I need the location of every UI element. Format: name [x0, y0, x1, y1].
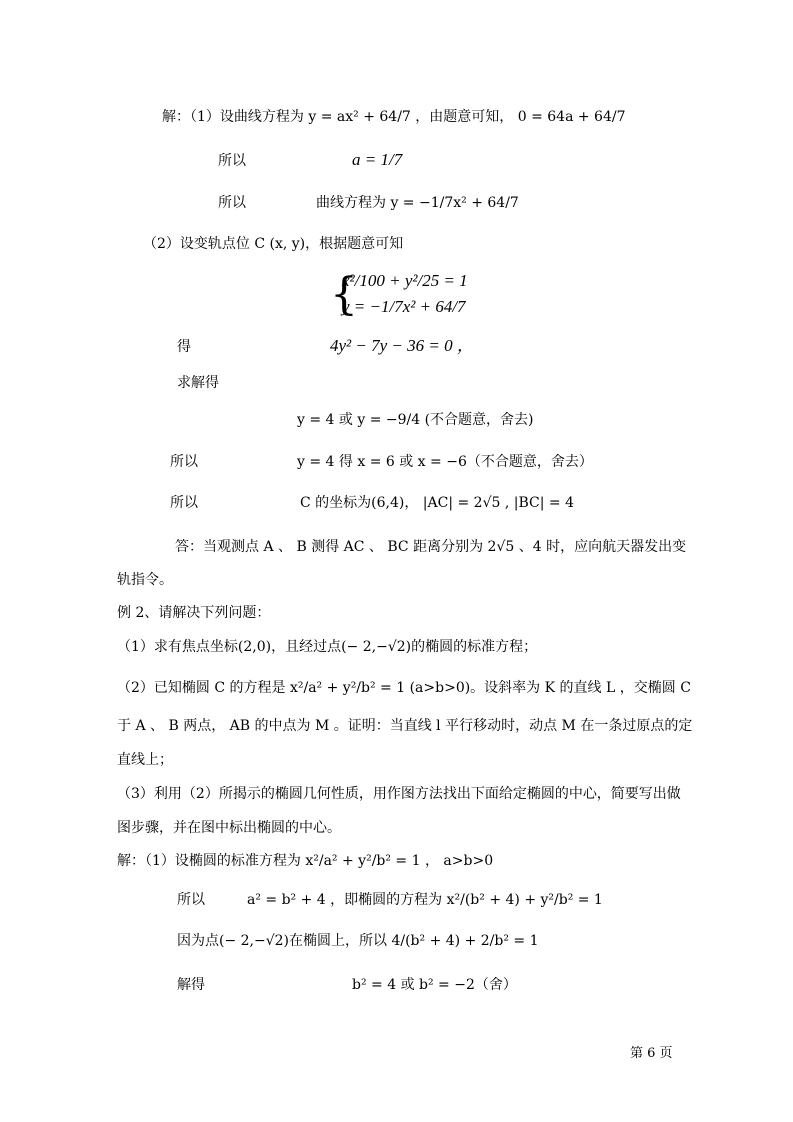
- question-3-line-2: 图步骤，并在图中标出椭圆的中心。: [117, 820, 341, 836]
- brace: {: [330, 269, 358, 320]
- equation-system: [330, 271, 510, 321]
- solution-2-formula: a² = b² + 4 ，即椭圆的方程为 x²/(b² + 4) + y²/b² = 1: [247, 892, 603, 908]
- question-1: （1）求有焦点坐标(2,0)，且经过点(− 2,−√2)的椭圆的标准方程；: [117, 639, 538, 655]
- solution-1: 解：（1）设椭圆的标准方程为 x²/a² + y²/b² = 1 ， a>b>0: [117, 853, 494, 869]
- line-2-label: 所以: [218, 153, 246, 169]
- question-2-line-3: 直线上；: [117, 752, 173, 768]
- solution-4-formula: b² = 4 或 b² = −2（舍）: [352, 977, 517, 993]
- question-2-line-1: （2）已知椭圆 C 的方程是 x²/a² + y²/b² = 1 (a>b>0)。设斜率为 K 的直线 L ，交椭圆 C: [117, 680, 691, 696]
- line-10: 答：当观测点 A 、 B 测得 AC 、 BC 距离分别为 2√5 、4 时，应向航天器发出变: [175, 539, 687, 555]
- line-4: （2）设变轨点位 C (x, y)，根据题意可知: [143, 236, 404, 252]
- question-3-line-1: （3）利用（2）所揭示的椭圆几何性质，用作图方法找出下面给定椭圆的中心，简要写出做: [117, 786, 681, 802]
- solution-4-label: 解得: [177, 977, 205, 993]
- line-8-formula: y = 4 得 x = 6 或 x = −6（不合题意，舍去）: [297, 454, 593, 470]
- line-8-label: 所以: [170, 454, 198, 470]
- line-3-formula: 曲线方程为 y = −1/7x² + 64/7: [316, 195, 519, 211]
- line-5-formula: 4y² − 7y − 36 = 0 ，: [330, 336, 474, 355]
- question-2-line-2: 于 A 、 B 两点， AB 的中点为 M 。证明：当直线 l 平行移动时，动点 M 在一条过原点的定: [117, 718, 693, 734]
- solution-2-label: 所以: [177, 892, 205, 908]
- system-eq-2: y = −1/7x² + 64/7: [342, 297, 466, 316]
- example-heading: 例 2、请解决下列问题：: [117, 605, 271, 621]
- line-7: y = 4 或 y = −9/4 (不合题意，舍去): [297, 412, 534, 428]
- page-number: 第 6 页: [630, 1046, 673, 1061]
- line-5-label: 得: [177, 339, 191, 355]
- line-6: 求解得: [177, 375, 219, 391]
- system-eq-1: x²/100 + y²/25 = 1: [342, 271, 468, 290]
- line-9-formula: C 的坐标为(6,4)， |AC| = 2√5 , |BC| = 4: [300, 495, 575, 511]
- solution-3: 因为点(− 2,−√2)在椭圆上，所以 4/(b² + 4) + 2/b² = 1: [177, 933, 539, 949]
- line-3-label: 所以: [218, 195, 246, 211]
- line-1: 解：（1）设曲线方程为 y = ax² + 64/7 ，由题意可知， 0 = 64a + 64/7: [162, 109, 626, 125]
- line-2-formula: a = 1/7: [352, 150, 403, 169]
- line-11: 轨指令。: [117, 572, 173, 588]
- line-9-label: 所以: [170, 495, 198, 511]
